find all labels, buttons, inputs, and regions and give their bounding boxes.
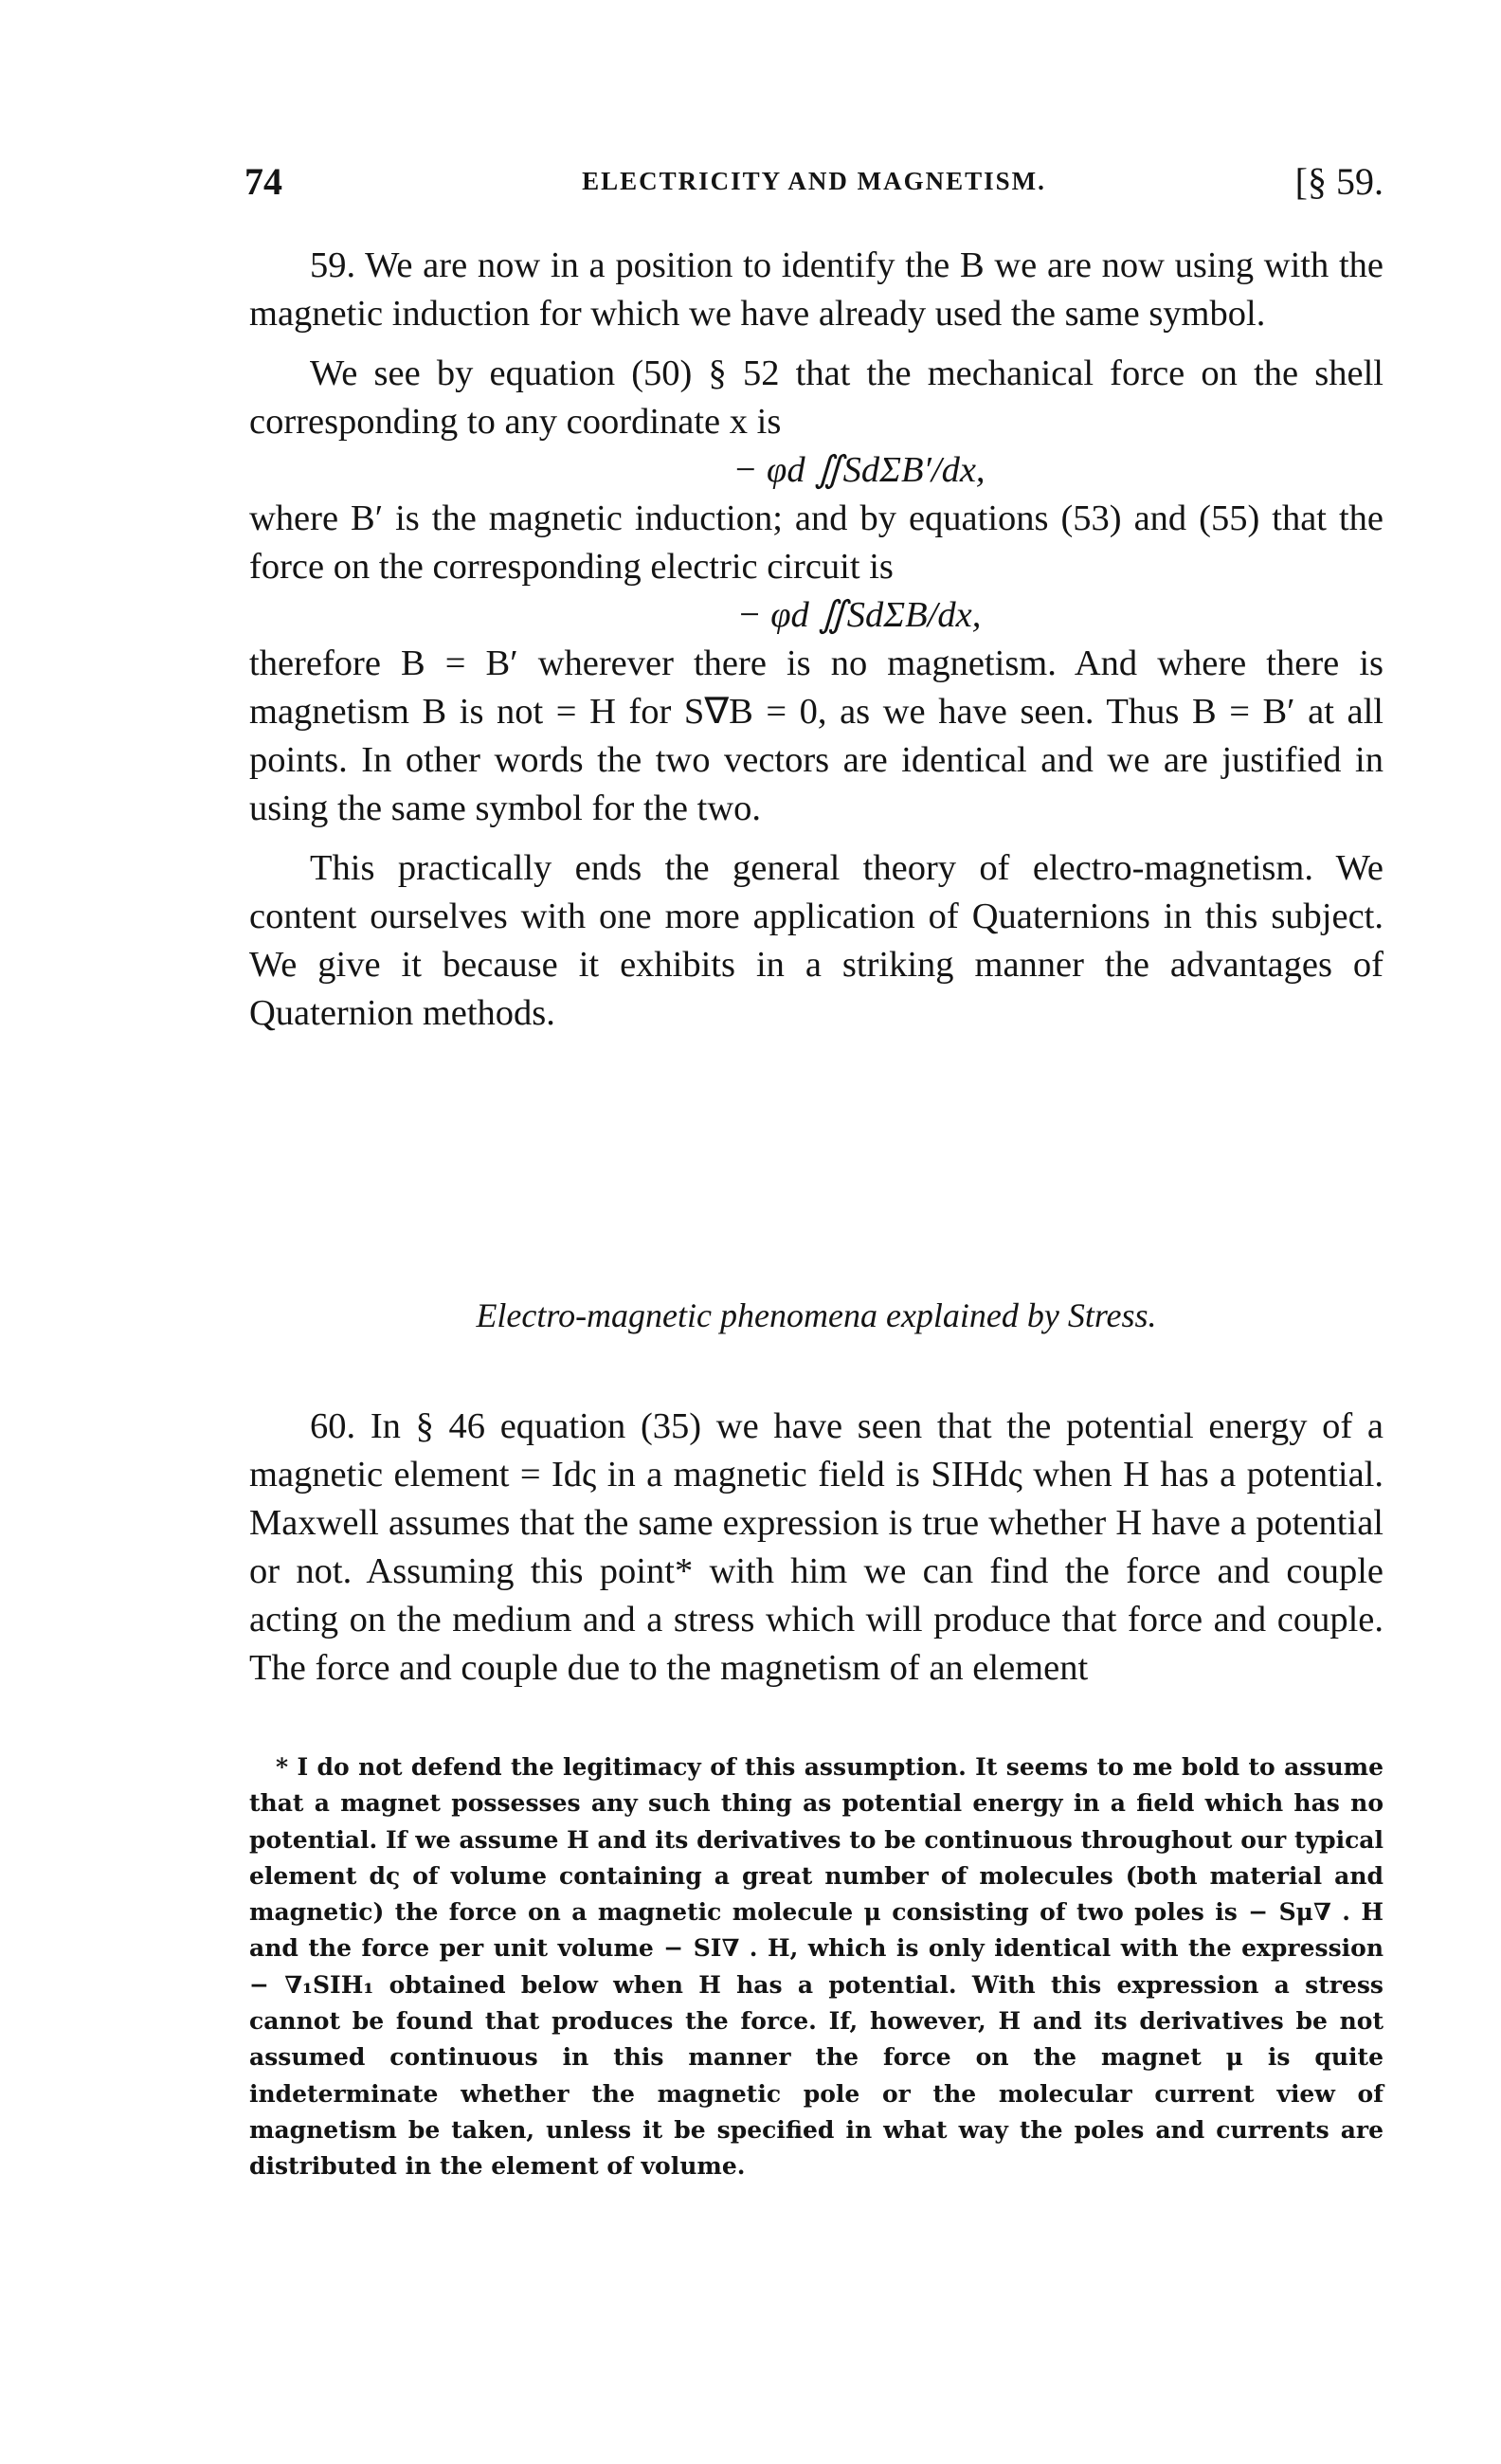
section-59-text: [249, 242, 1383, 1038]
paragraph: This practically ends the general theory of electro-magnetism. We content ourselves with one more application of Quaternions in this subject. We give it because it exhibits in a striking manner the advantages of Quaternion methods.: [249, 848, 1383, 1033]
section-heading: Electro-magnetic phenomena explained by Stress.: [476, 1296, 1157, 1334]
footnote-text: * I do not defend the legitimacy of this assumption. It seems to me bold to assume that a magnet possesses any such thing as potential energy in a field which has no potential. If we assume H and its derivatives to be continuous throughout our typical element dς of volume containing a great number of molecules (both material and magnetic) the force on a magnetic molecule μ consisting of two poles is − Sμ∇ . H and the force per unit volume − SI∇ . H, which is only identical with the expression − ∇₁SIH₁ obtained below when H has a potential. With this expression a stress cannot be found that produces the force. If, however, H and its derivatives be not assumed continuous in this manner the force on the magnet μ is quite indeterminate whether the magnetic pole or the molecular current view of magnetism be taken, unless it be specified in what way the poles and currents are distributed in the element of volume.: [249, 1753, 1383, 2181]
section-marker: [§ 59.: [1294, 160, 1383, 203]
paragraph: We see by equation (50) § 52 that the mechanical force on the shell corresponding to any coordinate x is: [249, 353, 1383, 442]
page-number: 74: [244, 160, 282, 203]
paragraph: 59. We are now in a position to identify the B we are now using with the magnetic induction for which we have already used the same symbol.: [249, 245, 1383, 334]
running-title: ELECTRICITY AND MAGNETISM.: [582, 167, 1046, 195]
paragraph: where B′ is the magnetic induction; and by equations (53) and (55) that the force on the corresponding electric circuit is: [249, 498, 1383, 587]
section-60-text: [249, 1403, 1383, 1693]
paragraph: 60. In § 46 equation (35) we have seen that the potential energy of a magnetic element = Idς in a magnetic field is SIHdς when H has a potential. Maxwell assumes that the same expression is true whether H have a potential or not. Assuming this point* with him we can find the force and couple acting on the medium and a stress which will produce that force and couple. The force and couple due to the magnetism of an element: [249, 1406, 1383, 1688]
footnote: [249, 1749, 1383, 2185]
paragraph: therefore B = B′ wherever there is no magnetism. And where there is magnetism B is not = H for S∇B = 0, as we have seen. Thus B = B′ at all points. In other words the two vectors are identical and we are justified in using the same symbol for the two.: [249, 643, 1383, 828]
running-head: [244, 159, 1383, 205]
equation: − φd ∬SdΣB/dx,: [736, 595, 982, 635]
equation: − φd ∬SdΣB′/dx,: [732, 450, 986, 490]
